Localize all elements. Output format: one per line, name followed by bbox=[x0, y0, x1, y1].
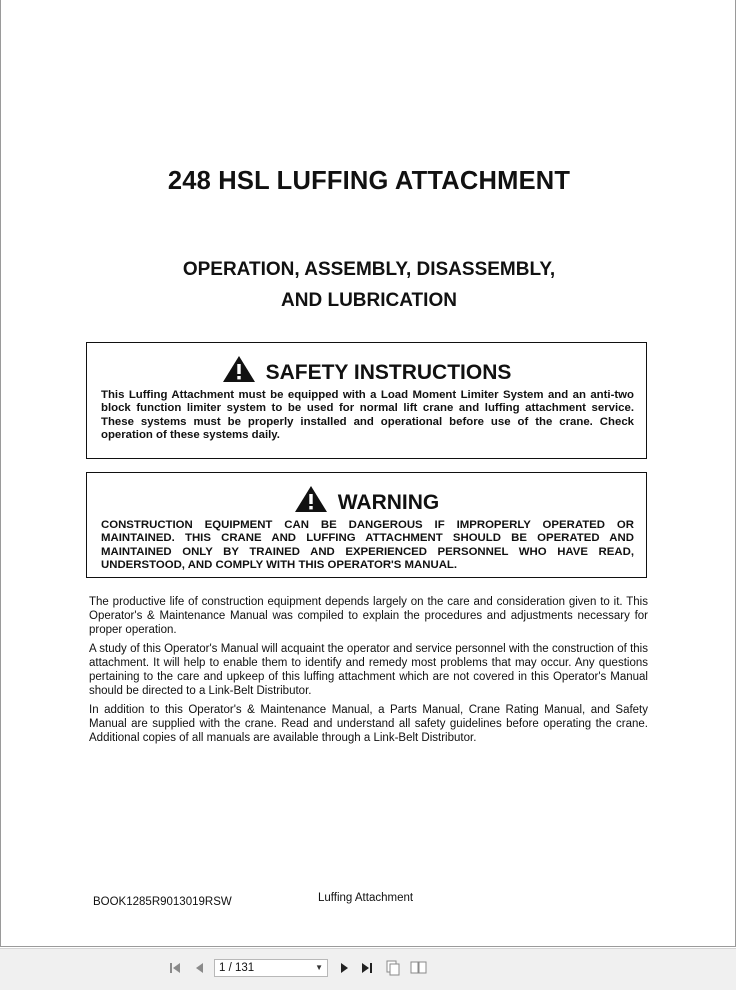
document-subtitle bbox=[1, 254, 736, 316]
warning-text: CONSTRUCTION EQUIPMENT CAN BE DANGEROUS IF IMPROPERLY OPERATED OR MAINTAINED. THIS CRANE AND LUFFING ATTACHMENT SHOULD BE OPERATED AND MAINTAINED ONLY BY TRAINED AND EXPERIENCED PERSONNEL WHO HAVE READ, UNDERSTOOD, AND COMPLY WITH THIS OPERATOR'S MANUAL. bbox=[101, 519, 634, 572]
page-number-select[interactable] bbox=[214, 959, 328, 977]
warning-box bbox=[86, 472, 647, 578]
first-page-icon[interactable] bbox=[168, 961, 182, 975]
footer-section-title: Luffing Attachment bbox=[318, 892, 414, 904]
single-page-layout-icon[interactable] bbox=[385, 960, 401, 976]
paragraph: The productive life of construction equipment depends largely on the care and consideration given to it. This Operator's & Maintenance Manual was compiled to explain the procedures and adjustments necessary for proper operation. bbox=[89, 596, 648, 636]
warning-heading bbox=[87, 485, 646, 515]
subtitle-line-2: AND LUBRICATION bbox=[281, 290, 457, 311]
warning-heading-text: WARNING bbox=[337, 491, 440, 514]
previous-page-icon[interactable] bbox=[193, 961, 207, 975]
subtitle-line-1: OPERATION, ASSEMBLY, DISASSEMBLY, bbox=[182, 259, 556, 280]
warning-triangle-icon bbox=[222, 355, 256, 383]
document-title: 248 HSL LUFFING ATTACHMENT bbox=[167, 167, 571, 195]
chevron-down-icon: ▼ bbox=[315, 963, 323, 972]
paragraph: In addition to this Operator's & Maintenance Manual, a Parts Manual, Crane Rating Manual, and Safety Manual are supplied with the crane. Read and understand all safety guidelines before operating the crane. Additional copies of all manuals are available through a Link-Belt Distributor. bbox=[89, 704, 648, 744]
next-page-icon[interactable] bbox=[337, 961, 351, 975]
safety-text: This Luffing Attachment must be equipped with a Load Moment Limiter System and an anti-two block function limiter system to be used for normal lift crane and luffing attachment service. These systems must be properly installed and operational before use of the crane. Check operation of these systems daily. bbox=[101, 389, 634, 442]
footer-book-code: BOOK1285R9013019RSW bbox=[93, 896, 232, 908]
page-indicator: 1 / 131 bbox=[219, 962, 255, 974]
paragraph: A study of this Operator's Manual will acquaint the operator and service personnel with the construction of this attachment. It will help to enable them to identify and remedy most problems that may occur. Any questions pertaining to the care and upkeep of this luffing attachment which are not covered in this Operator's Manual should be directed to a Link-Belt Distributor. bbox=[89, 643, 648, 697]
body-text bbox=[89, 595, 648, 750]
safety-heading-text: SAFETY INSTRUCTIONS bbox=[265, 361, 512, 384]
two-page-layout-icon[interactable] bbox=[410, 960, 426, 976]
warning-triangle-icon bbox=[294, 485, 328, 513]
pdf-viewer-toolbar bbox=[0, 948, 736, 990]
safety-heading bbox=[87, 355, 646, 385]
safety-instructions-box bbox=[86, 342, 647, 459]
last-page-icon[interactable] bbox=[360, 961, 374, 975]
